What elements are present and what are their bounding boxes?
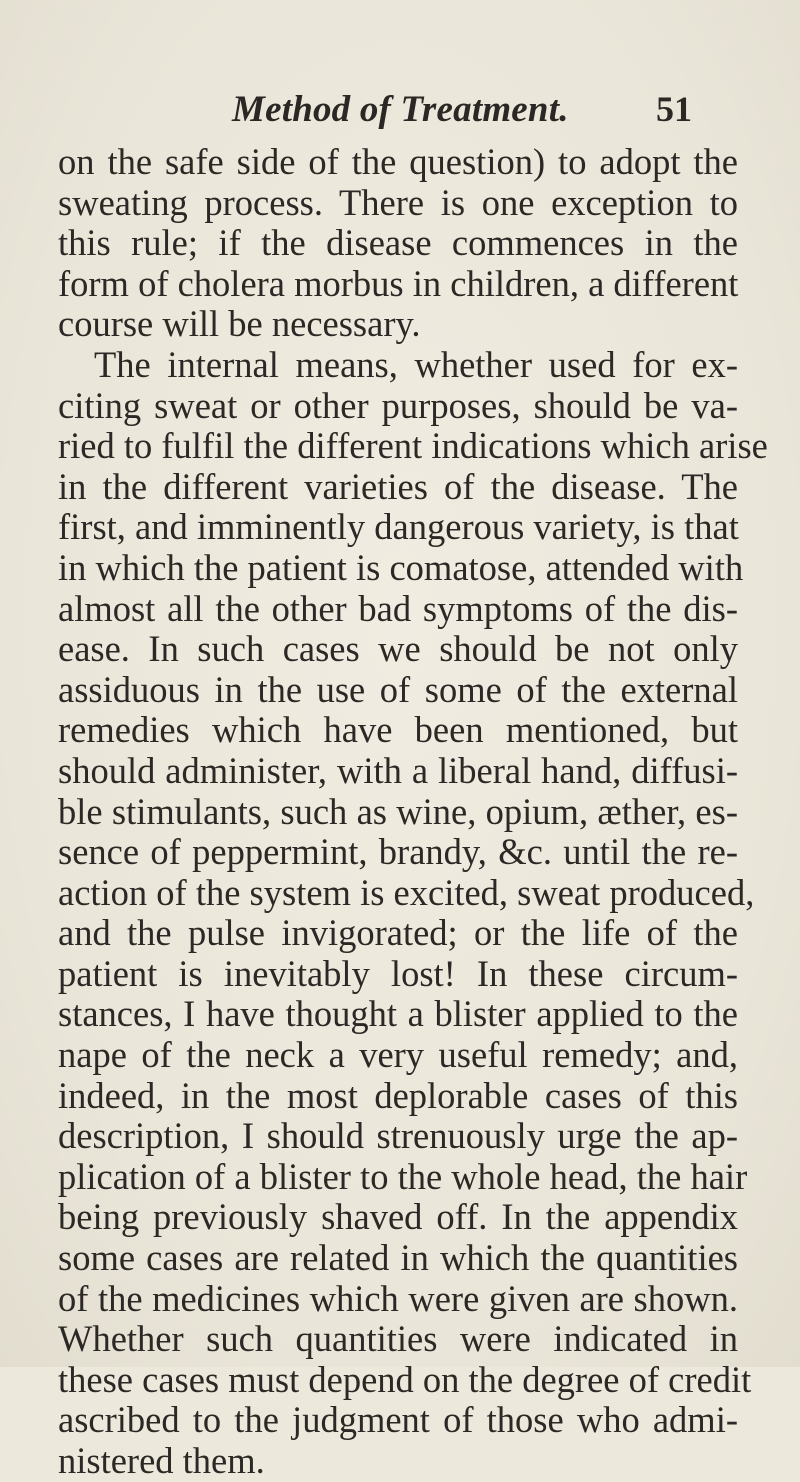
text-line: should administer, with a liberal hand, diffusi- — [58, 749, 738, 791]
text-line: being previously shaved off. In the appendix — [58, 1196, 738, 1238]
text-line: ble stimulants, such as wine, opium, æther, es- — [58, 790, 738, 832]
text-line: plication of a blister to the whole head, the hair — [58, 1155, 748, 1197]
text-line: almost all the other bad symptoms of the dis- — [58, 587, 738, 629]
text-line: sweating process. There is one exception to — [58, 181, 738, 223]
text-line: stances, I have thought a blister applied to the — [58, 993, 738, 1035]
text-line: ried to fulfil the different indications which arise — [58, 425, 768, 467]
running-head — [232, 88, 692, 138]
text-line: citing sweat or other purposes, should be va- — [58, 384, 738, 426]
text-line: sence of peppermint, brandy, &c. until the re- — [58, 831, 738, 873]
text-line: The internal means, whether used for ex- — [94, 343, 738, 385]
text-line: these cases must depend on the degree of credit — [58, 1358, 752, 1400]
text-line: description, I should strenuously urge the ap- — [58, 1115, 738, 1157]
page-number: 51 — [656, 89, 692, 129]
text-line: nape of the neck a very useful remedy; and, — [58, 1034, 738, 1076]
text-line: patient is inevitably lost! In these circum- — [58, 952, 738, 994]
text-line: course will be necessary. — [58, 303, 421, 345]
text-line: assiduous in the use of some of the external — [58, 668, 738, 710]
text-line: on the safe side of the question) to adopt the — [58, 141, 738, 182]
text-line: first, and imminently dangerous variety, is that — [58, 506, 739, 548]
text-line: of the medicines which were given are shown. — [58, 1277, 738, 1319]
text-line: ease. In such cases we should be not only — [58, 628, 738, 670]
text-line: and the pulse invigorated; or the life of the — [58, 912, 738, 954]
text-line: ascribed to the judgment of those who admi- — [58, 1399, 738, 1441]
text-line: Whether such quantities were indicated in — [58, 1318, 738, 1360]
text-line: in the different varieties of the disease. The — [58, 465, 738, 507]
body-text — [58, 141, 768, 1482]
text-line: in which the patient is comatose, attended with — [58, 546, 744, 588]
text-line: action of the system is excited, sweat produced, — [58, 871, 755, 913]
text-line: remedies which have been mentioned, but — [58, 709, 738, 751]
text-line: some cases are related in which the quantities — [58, 1237, 738, 1279]
text-line: form of cholera morbus in children, a different — [58, 262, 739, 304]
text-line: this rule; if the disease commences in the — [58, 222, 738, 264]
text-line: indeed, in the most deplorable cases of this — [58, 1074, 738, 1116]
running-head-title: Method of Treatment. — [232, 89, 569, 130]
text-line: nistered them. — [58, 1440, 265, 1481]
